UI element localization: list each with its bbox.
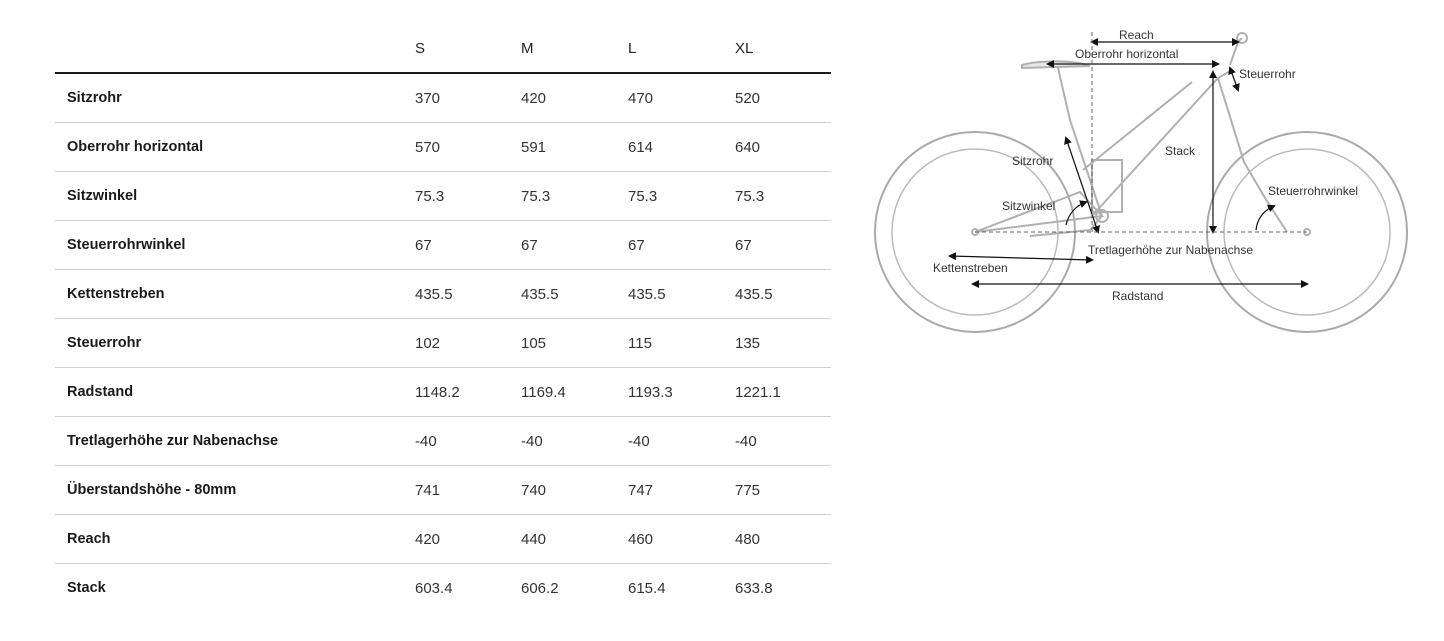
cell-value: 435.5 bbox=[415, 270, 521, 319]
cell-value: 115 bbox=[628, 319, 735, 368]
cell-value: 480 bbox=[735, 515, 831, 564]
header-size-s: S bbox=[415, 24, 521, 73]
cell-value: 775 bbox=[735, 466, 831, 515]
cell-value: 75.3 bbox=[628, 172, 735, 221]
table-row bbox=[55, 221, 831, 270]
row-label: Überstandshöhe - 80mm bbox=[55, 466, 415, 515]
row-label: Sitzrohr bbox=[55, 73, 415, 123]
cell-value: -40 bbox=[628, 417, 735, 466]
cell-value: -40 bbox=[735, 417, 831, 466]
cell-value: 102 bbox=[415, 319, 521, 368]
label-sitzrohr: Sitzrohr bbox=[1012, 154, 1054, 168]
label-steuerrohr: Steuerrohr bbox=[1239, 67, 1296, 81]
label-tretlagerhoehe: Tretlagerhöhe zur Nabenachse bbox=[1088, 243, 1253, 257]
cell-value: 741 bbox=[415, 466, 521, 515]
cell-value: 1193.3 bbox=[628, 368, 735, 417]
cell-value: 67 bbox=[415, 221, 521, 270]
cell-value: 67 bbox=[628, 221, 735, 270]
cell-value: 520 bbox=[735, 73, 831, 123]
cell-value: 435.5 bbox=[521, 270, 628, 319]
row-label: Kettenstreben bbox=[55, 270, 415, 319]
row-label: Sitzwinkel bbox=[55, 172, 415, 221]
table-row bbox=[55, 417, 831, 466]
cell-value: 1148.2 bbox=[415, 368, 521, 417]
cell-value: 135 bbox=[735, 319, 831, 368]
cell-value: 370 bbox=[415, 73, 521, 123]
row-label: Steuerrohrwinkel bbox=[55, 221, 415, 270]
cell-value: 460 bbox=[628, 515, 735, 564]
label-steuerrohrwinkel: Steuerrohrwinkel bbox=[1268, 184, 1359, 198]
row-label: Radstand bbox=[55, 368, 415, 417]
label-radstand: Radstand bbox=[1112, 289, 1164, 303]
cell-value: 75.3 bbox=[735, 172, 831, 221]
cell-value: 570 bbox=[415, 123, 521, 172]
row-label: Oberrohr horizontal bbox=[55, 123, 415, 172]
cell-value: -40 bbox=[415, 417, 521, 466]
row-label: Steuerrohr bbox=[55, 319, 415, 368]
cell-value: 440 bbox=[521, 515, 628, 564]
header-size-xl: XL bbox=[735, 24, 831, 73]
cell-value: 420 bbox=[521, 73, 628, 123]
cell-value: 740 bbox=[521, 466, 628, 515]
cell-value: 67 bbox=[521, 221, 628, 270]
label-oberrohr-horizontal: Oberrohr horizontal bbox=[1075, 47, 1179, 61]
row-label: Tretlagerhöhe zur Nabenachse bbox=[55, 417, 415, 466]
cell-value: 633.8 bbox=[735, 579, 773, 597]
cell-value: 435.5 bbox=[628, 270, 735, 319]
label-kettenstreben: Kettenstreben bbox=[933, 261, 1008, 275]
cell-value: 435.5 bbox=[735, 270, 831, 319]
table-row bbox=[55, 270, 831, 319]
table-row bbox=[55, 564, 831, 613]
cell-value: 606.2 bbox=[521, 579, 559, 597]
cell-value: 1221.1 bbox=[735, 368, 831, 417]
cell-value: 1169.4 bbox=[521, 368, 628, 417]
cell-value: 105 bbox=[521, 319, 628, 368]
cell-value: 640 bbox=[735, 123, 831, 172]
label-sitzwinkel: Sitzwinkel bbox=[1002, 199, 1056, 213]
table-row bbox=[55, 123, 831, 172]
table-header-row bbox=[55, 24, 831, 73]
table-row bbox=[55, 73, 831, 123]
row-label: Reach bbox=[55, 515, 415, 564]
label-stack: Stack bbox=[1165, 144, 1196, 158]
table-row bbox=[55, 466, 831, 515]
cell-value: 614 bbox=[628, 123, 735, 172]
table-row bbox=[55, 368, 831, 417]
cell-value: 591 bbox=[521, 123, 628, 172]
cell-value: 747 bbox=[628, 466, 735, 515]
cell-value: 75.3 bbox=[415, 172, 521, 221]
table-row bbox=[55, 515, 831, 564]
cell-value: 67 bbox=[735, 221, 831, 270]
header-size-l: L bbox=[628, 24, 735, 73]
label-reach: Reach bbox=[1119, 28, 1154, 42]
header-size-m: M bbox=[521, 24, 628, 73]
table-row bbox=[55, 172, 831, 221]
row-label: Stack bbox=[67, 580, 106, 596]
table-row bbox=[55, 319, 831, 368]
cell-value: 75.3 bbox=[521, 172, 628, 221]
bike-geometry-diagram bbox=[870, 20, 1430, 350]
cell-value: 615.4 bbox=[628, 579, 666, 597]
cell-value: -40 bbox=[521, 417, 628, 466]
header-empty bbox=[55, 24, 415, 73]
cell-value: 420 bbox=[415, 515, 521, 564]
geometry-table bbox=[55, 24, 831, 612]
cell-value: 603.4 bbox=[415, 579, 453, 597]
cell-value: 470 bbox=[628, 73, 735, 123]
